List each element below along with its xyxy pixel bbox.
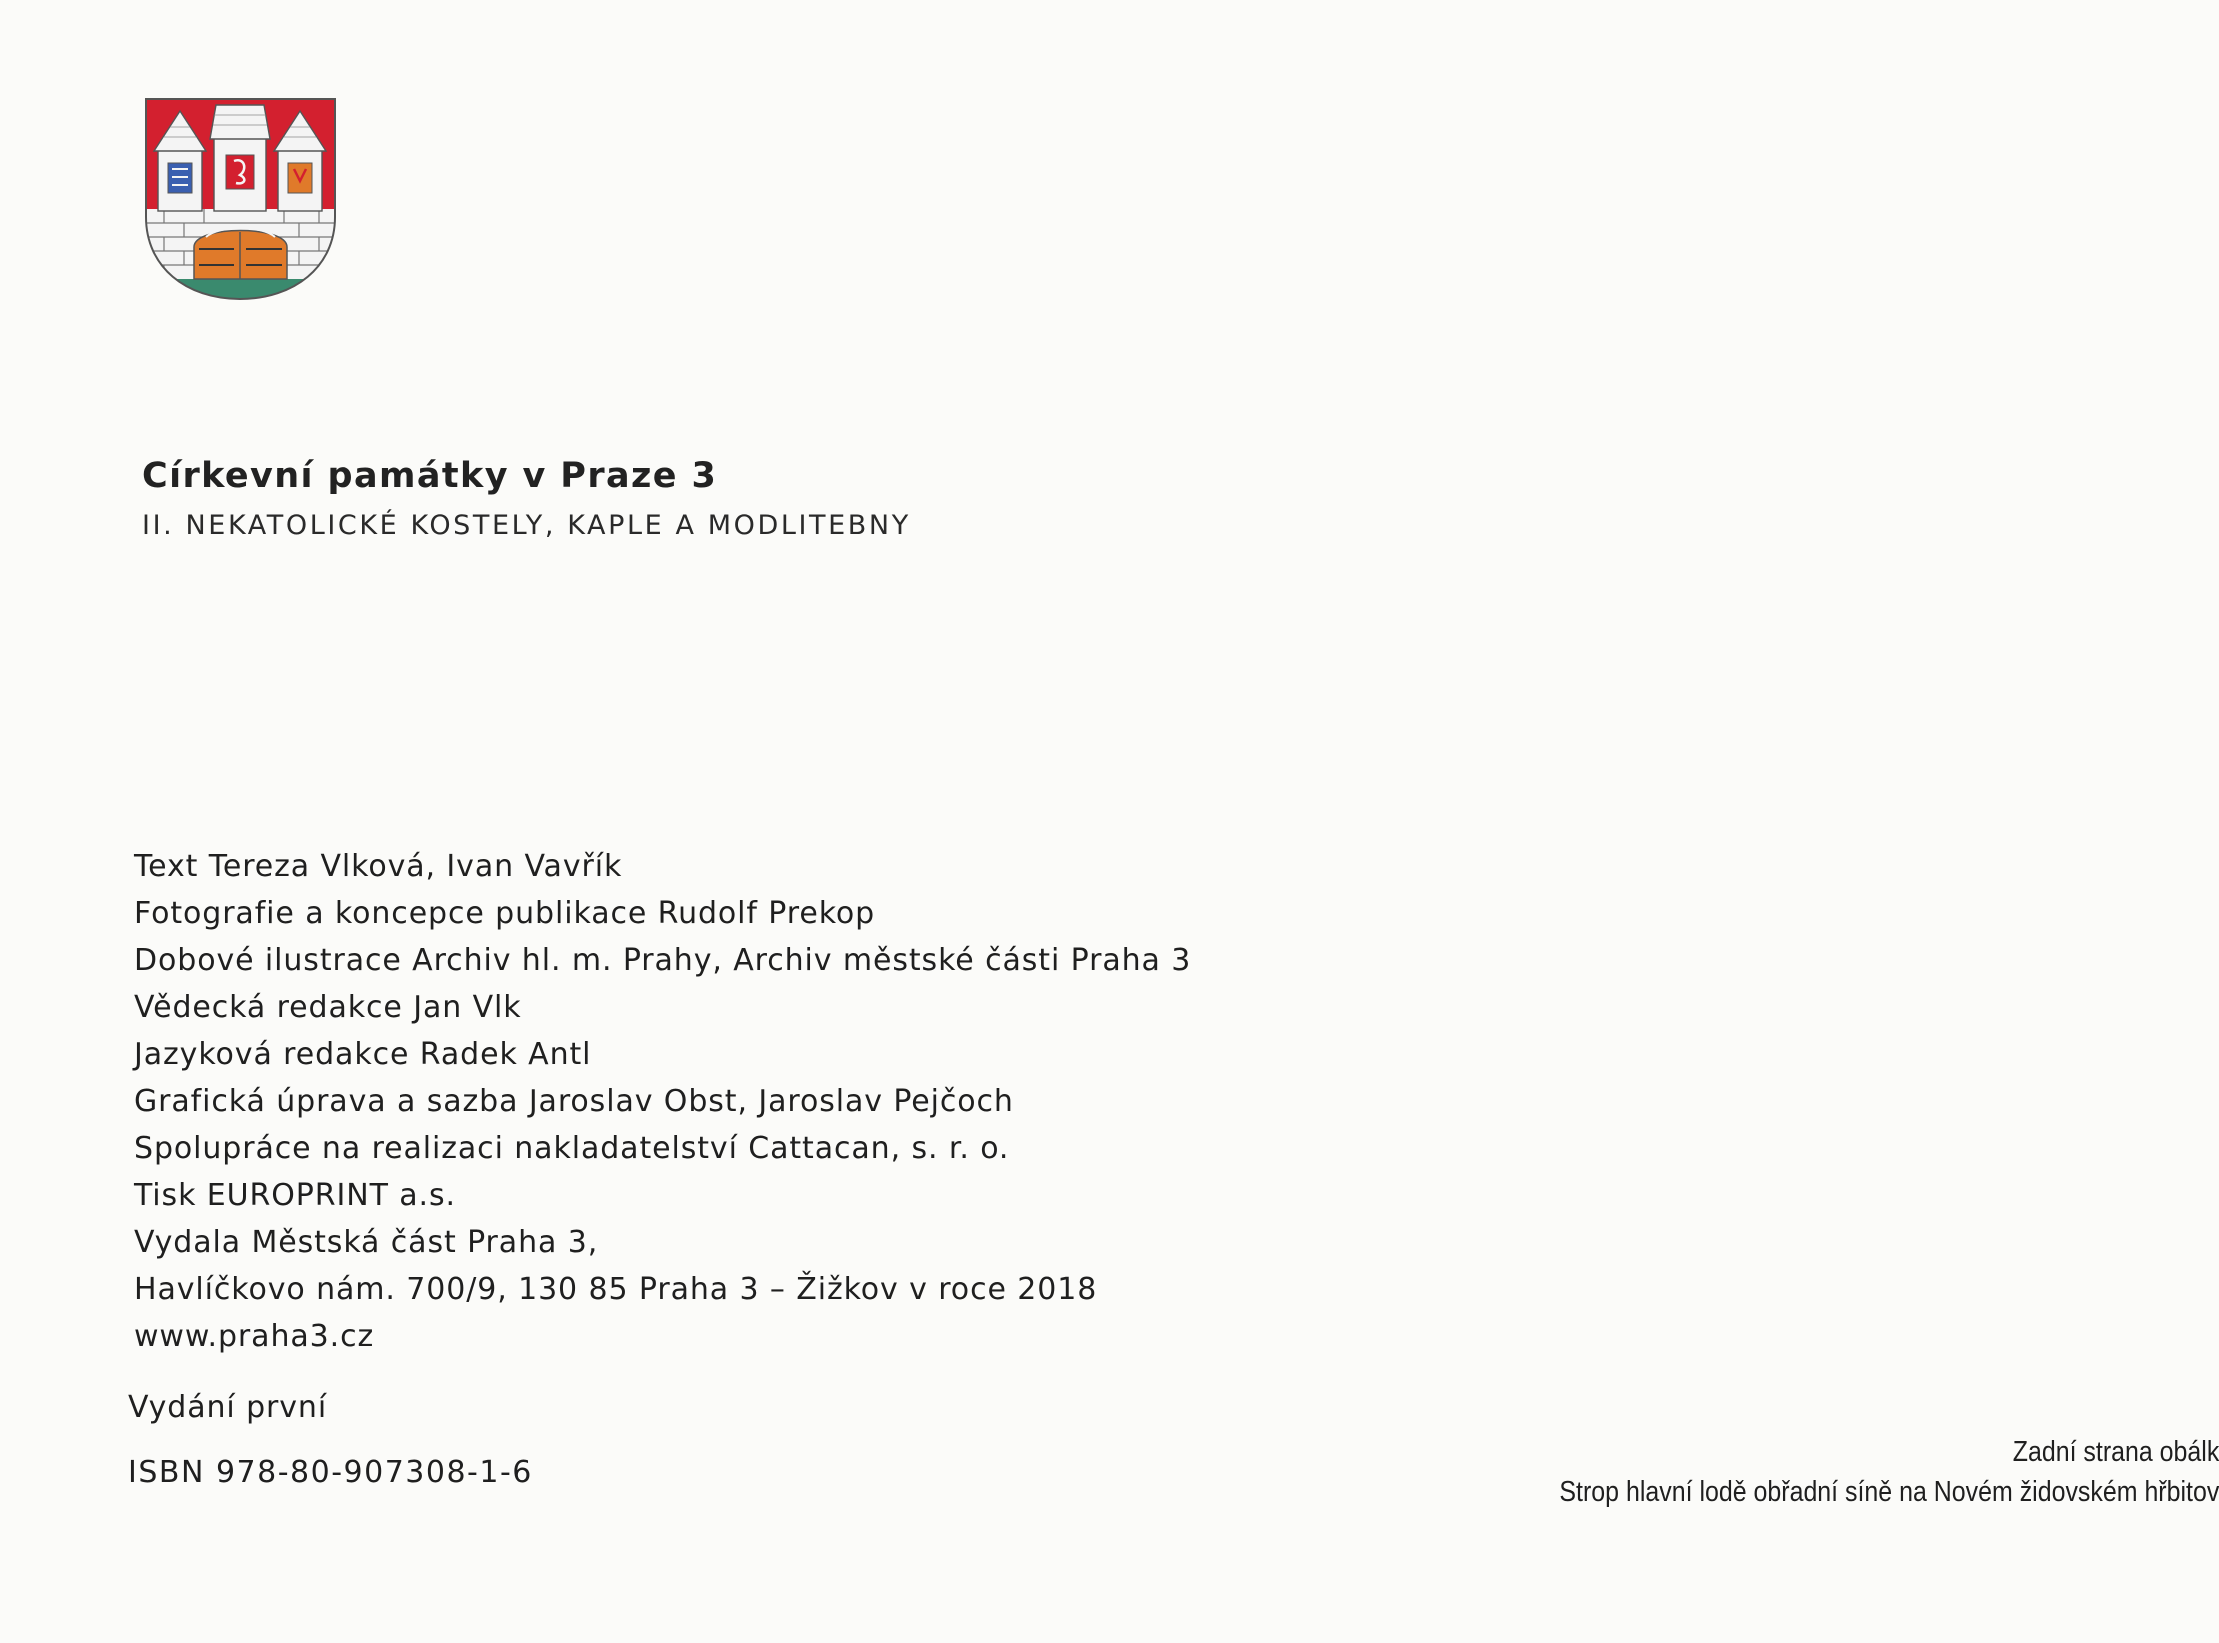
cover-caption <box>1559 1432 2219 1512</box>
credit-line: Text Tereza Vlková, Ivan Vavřík <box>134 849 623 884</box>
credit-line: Vědecká redakce Jan Vlk <box>134 990 522 1025</box>
caption-line-2: Strop hlavní lodě obřadní síně na Novém židovském hřbitov <box>1559 1476 2219 1508</box>
coat-of-arms-icon <box>144 97 337 301</box>
edition-note: Vydání první <box>128 1390 328 1425</box>
credit-line: www.praha3.cz <box>134 1319 375 1354</box>
credits-list <box>134 843 1191 1360</box>
page-subtitle: II. NEKATOLICKÉ KOSTELY, KAPLE A MODLITEBNY <box>142 510 911 541</box>
credit-line: Dobové ilustrace Archiv hl. m. Prahy, Archiv městské části Praha 3 <box>134 943 1192 978</box>
credit-line: Vydala Městská část Praha 3, <box>134 1225 599 1260</box>
title-block <box>142 452 911 544</box>
credit-line: Jazyková redakce Radek Antl <box>134 1037 592 1072</box>
credit-line: Tisk EUROPRINT a.s. <box>134 1178 456 1213</box>
credit-line: Spolupráce na realizaci nakladatelství Cattacan, s. r. o. <box>134 1131 1010 1166</box>
isbn: ISBN 978-80-907308-1-6 <box>128 1455 533 1490</box>
credit-line: Grafická úprava a sazba Jaroslav Obst, Jaroslav Pejčoch <box>134 1084 1014 1119</box>
page-title: Církevní památky v Praze 3 <box>142 456 718 496</box>
credit-line: Havlíčkovo nám. 700/9, 130 85 Praha 3 – Žižkov v roce 2018 <box>134 1272 1098 1307</box>
credit-line: Fotografie a koncepce publikace Rudolf Prekop <box>134 896 876 931</box>
caption-line-1: Zadní strana obálk <box>2012 1436 2219 1468</box>
